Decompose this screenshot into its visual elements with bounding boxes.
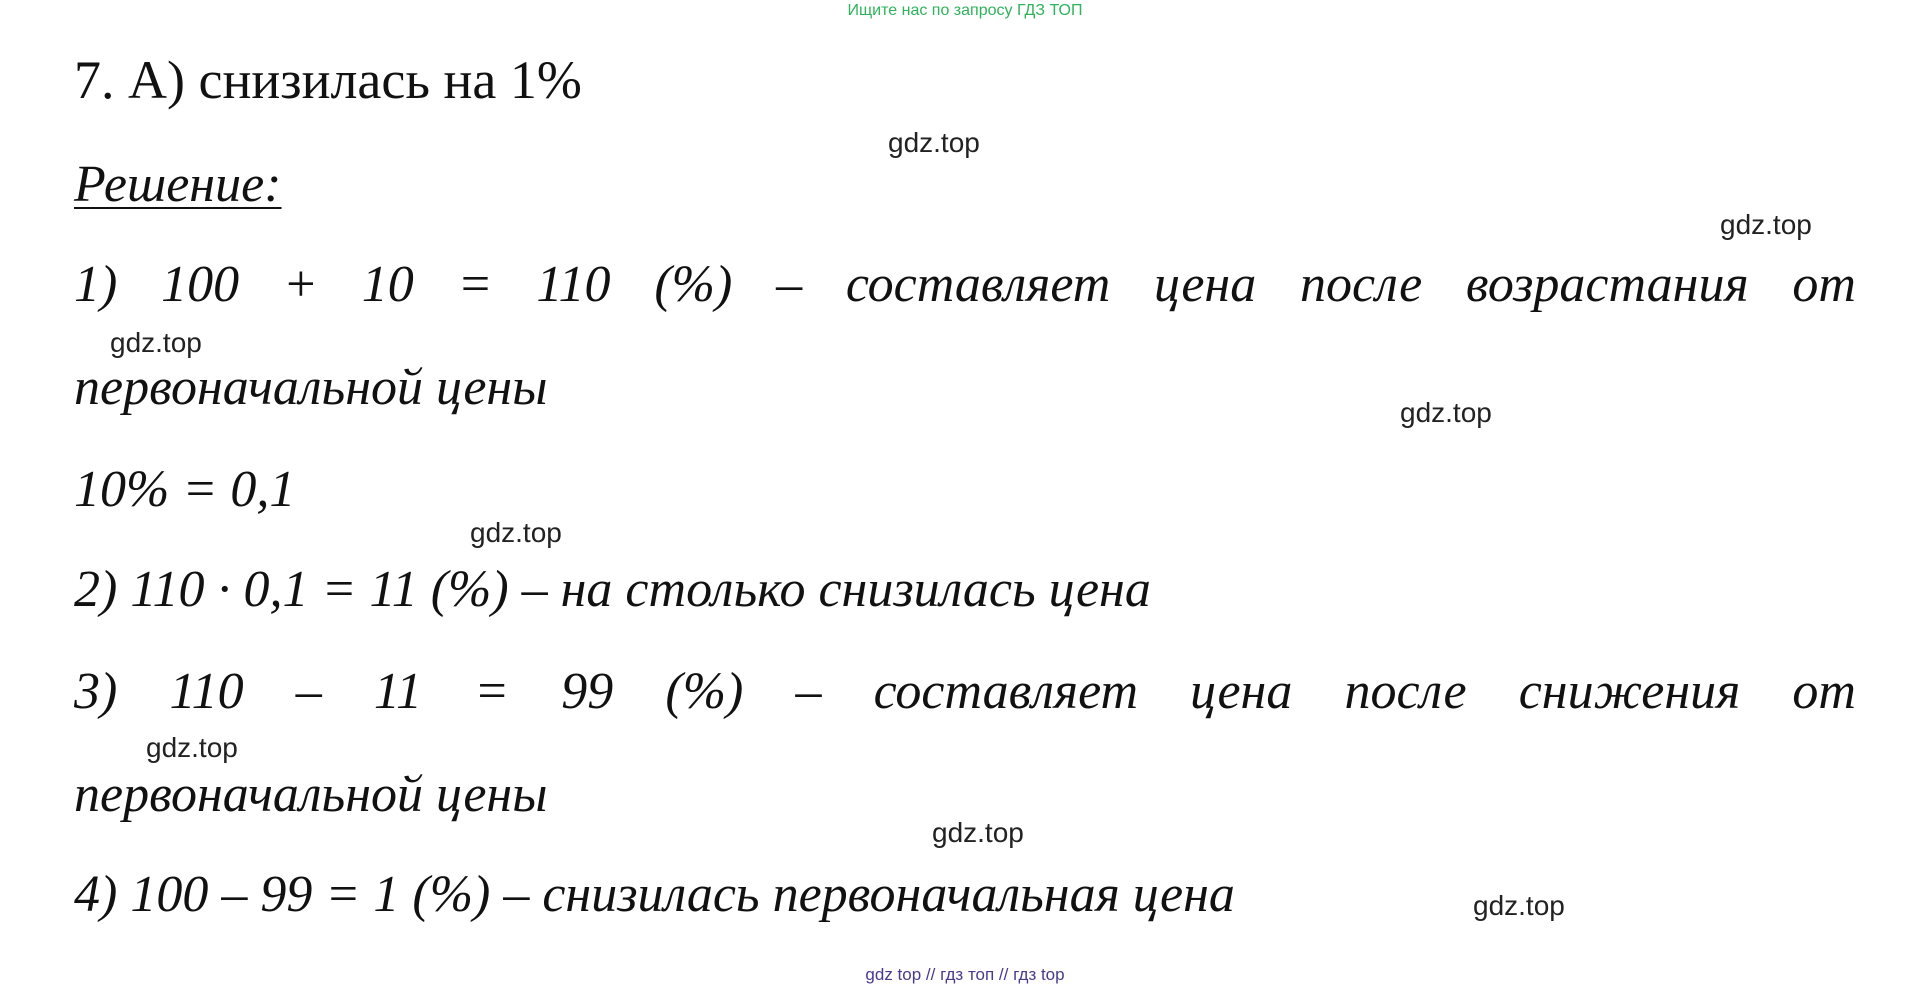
watermark: gdz.top (888, 127, 980, 158)
watermark: gdz.top (1473, 890, 1565, 921)
solution-step-3-continuation: первоначальной цены (74, 766, 548, 823)
watermark: gdz.top (1400, 397, 1492, 428)
watermark: gdz.top (146, 732, 238, 763)
watermark: gdz.top (470, 517, 562, 548)
problem-title: 7. А) снизилась на 1% (74, 50, 582, 110)
watermark: gdz.top (932, 817, 1024, 848)
footer-links: gdz top // гдз топ // гдз top (865, 965, 1065, 984)
percent-conversion: 10% = 0,1 (74, 461, 296, 518)
solution-step-2: 2) 110 · 0,1 = 11 (%) – на столько снизилась цена (74, 561, 1151, 618)
watermark: gdz.top (1720, 209, 1812, 240)
solution-step-3: 3) 110 – 11 = 99 (%) – составляет цена после снижения от (74, 663, 1856, 720)
solution-heading: Решение: (74, 156, 282, 213)
solution-step-1: 1) 100 + 10 = 110 (%) – составляет цена после возрастания от (74, 256, 1856, 313)
solution-step-4: 4) 100 – 99 = 1 (%) – снизилась первоначальная цена (74, 866, 1235, 923)
top-banner: Ищите нас по запросу ГДЗ ТОП (847, 2, 1083, 19)
solution-step-1-continuation: первоначальной цены (74, 359, 548, 416)
watermark: gdz.top (110, 327, 202, 358)
